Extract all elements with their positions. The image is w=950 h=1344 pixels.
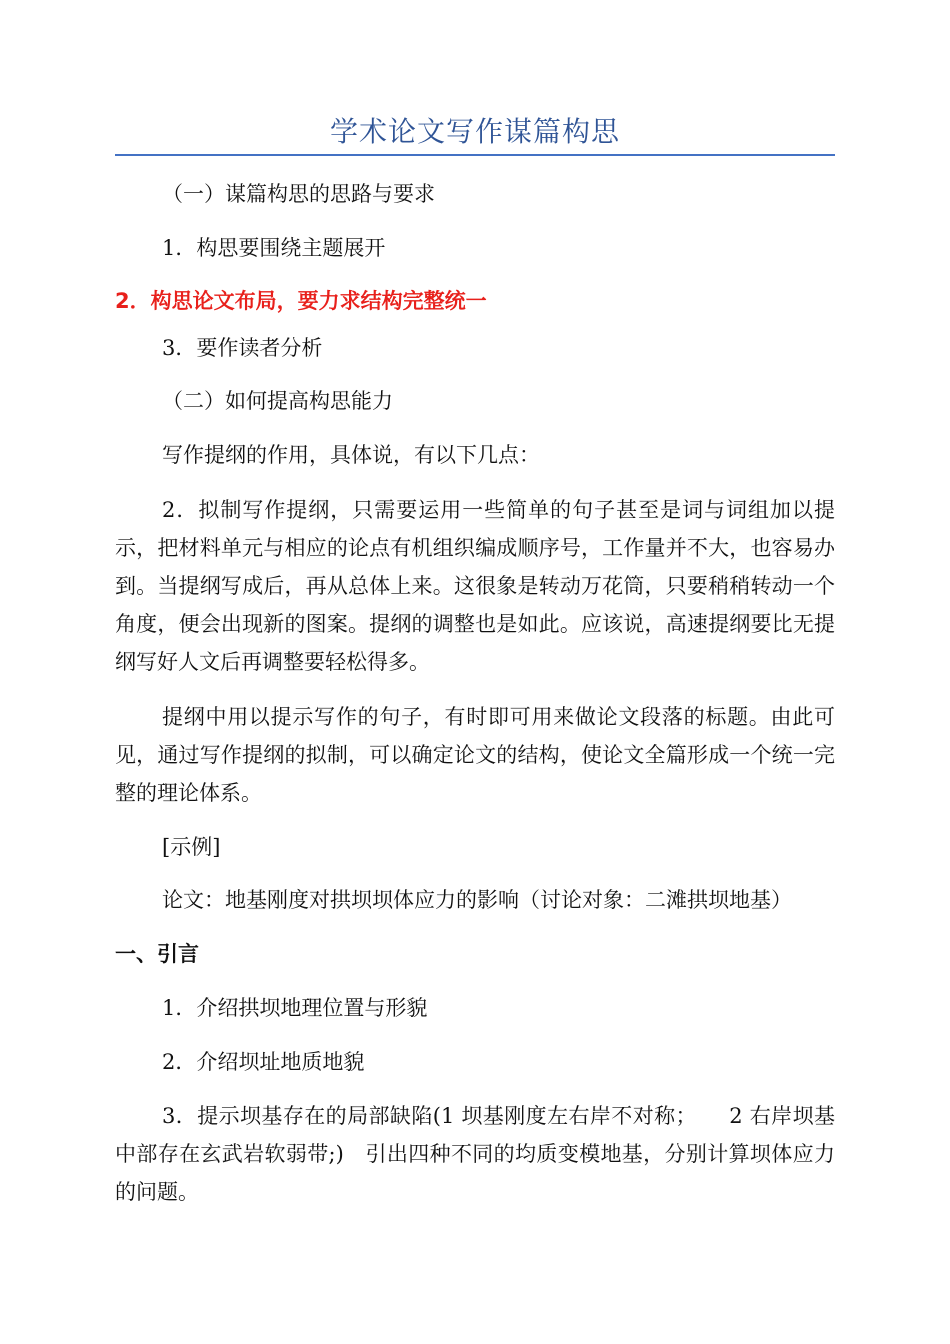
intro-item-1: 1．介绍拱坝地理位置与形貌 (162, 996, 428, 1020)
title-underline (115, 154, 835, 156)
intro-item-2: 2．介绍坝址地质地貌 (162, 1050, 365, 1074)
outline-intro: 写作提纲的作用，具体说，有以下几点： (162, 443, 540, 467)
intro-item-3: 3．提示坝基存在的局部缺陷(1 坝基刚度左右岸不对称； 2 右岸坝基中部存在玄武岩软弱带;) 引出四种不同的均质变模地基，分别计算坝体应力的问题。 (115, 1104, 835, 1204)
section-heading-1: （一）谋篇构思的思路与要求 (162, 182, 435, 206)
section-heading-2: （二）如何提高构思能力 (162, 389, 393, 413)
list-item-3: 3．要作读者分析 (162, 336, 323, 360)
paragraph-outline-point-2: 2．拟制写作提纲，只需要运用一些简单的句子甚至是词与词组加以提示，把材料单元与相应的论点有机组织编成顺序号，工作量并不大，也容易办到。当提纲写成后，再从总体上来。这很象是转动万花筒，只要稍稍转动一个角度，便会出现新的图案。提纲的调整也是如此。应该说，高速提纲要比无提纲写好人文后再调整要轻松得多。 (115, 498, 835, 674)
intro-heading: 一、引言 (115, 942, 199, 966)
highlighted-list-item-2: 2．构思论文布局，要力求结构完整统一 (115, 289, 487, 313)
example-label: [示例] (162, 835, 221, 859)
paragraph-outline-sentences: 提纲中用以提示写作的句子，有时即可用来做论文段落的标题。由此可见，通过写作提纲的拟制，可以确定论文的结构，使论文全篇形成一个统一完整的理论体系。 (115, 705, 835, 805)
document-title: 学术论文写作谋篇构思 (329, 115, 620, 148)
list-item-1: 1．构思要围绕主题展开 (162, 236, 386, 260)
example-thesis: 论文：地基刚度对拱坝坝体应力的影响（讨论对象：二滩拱坝地基） (162, 888, 792, 912)
